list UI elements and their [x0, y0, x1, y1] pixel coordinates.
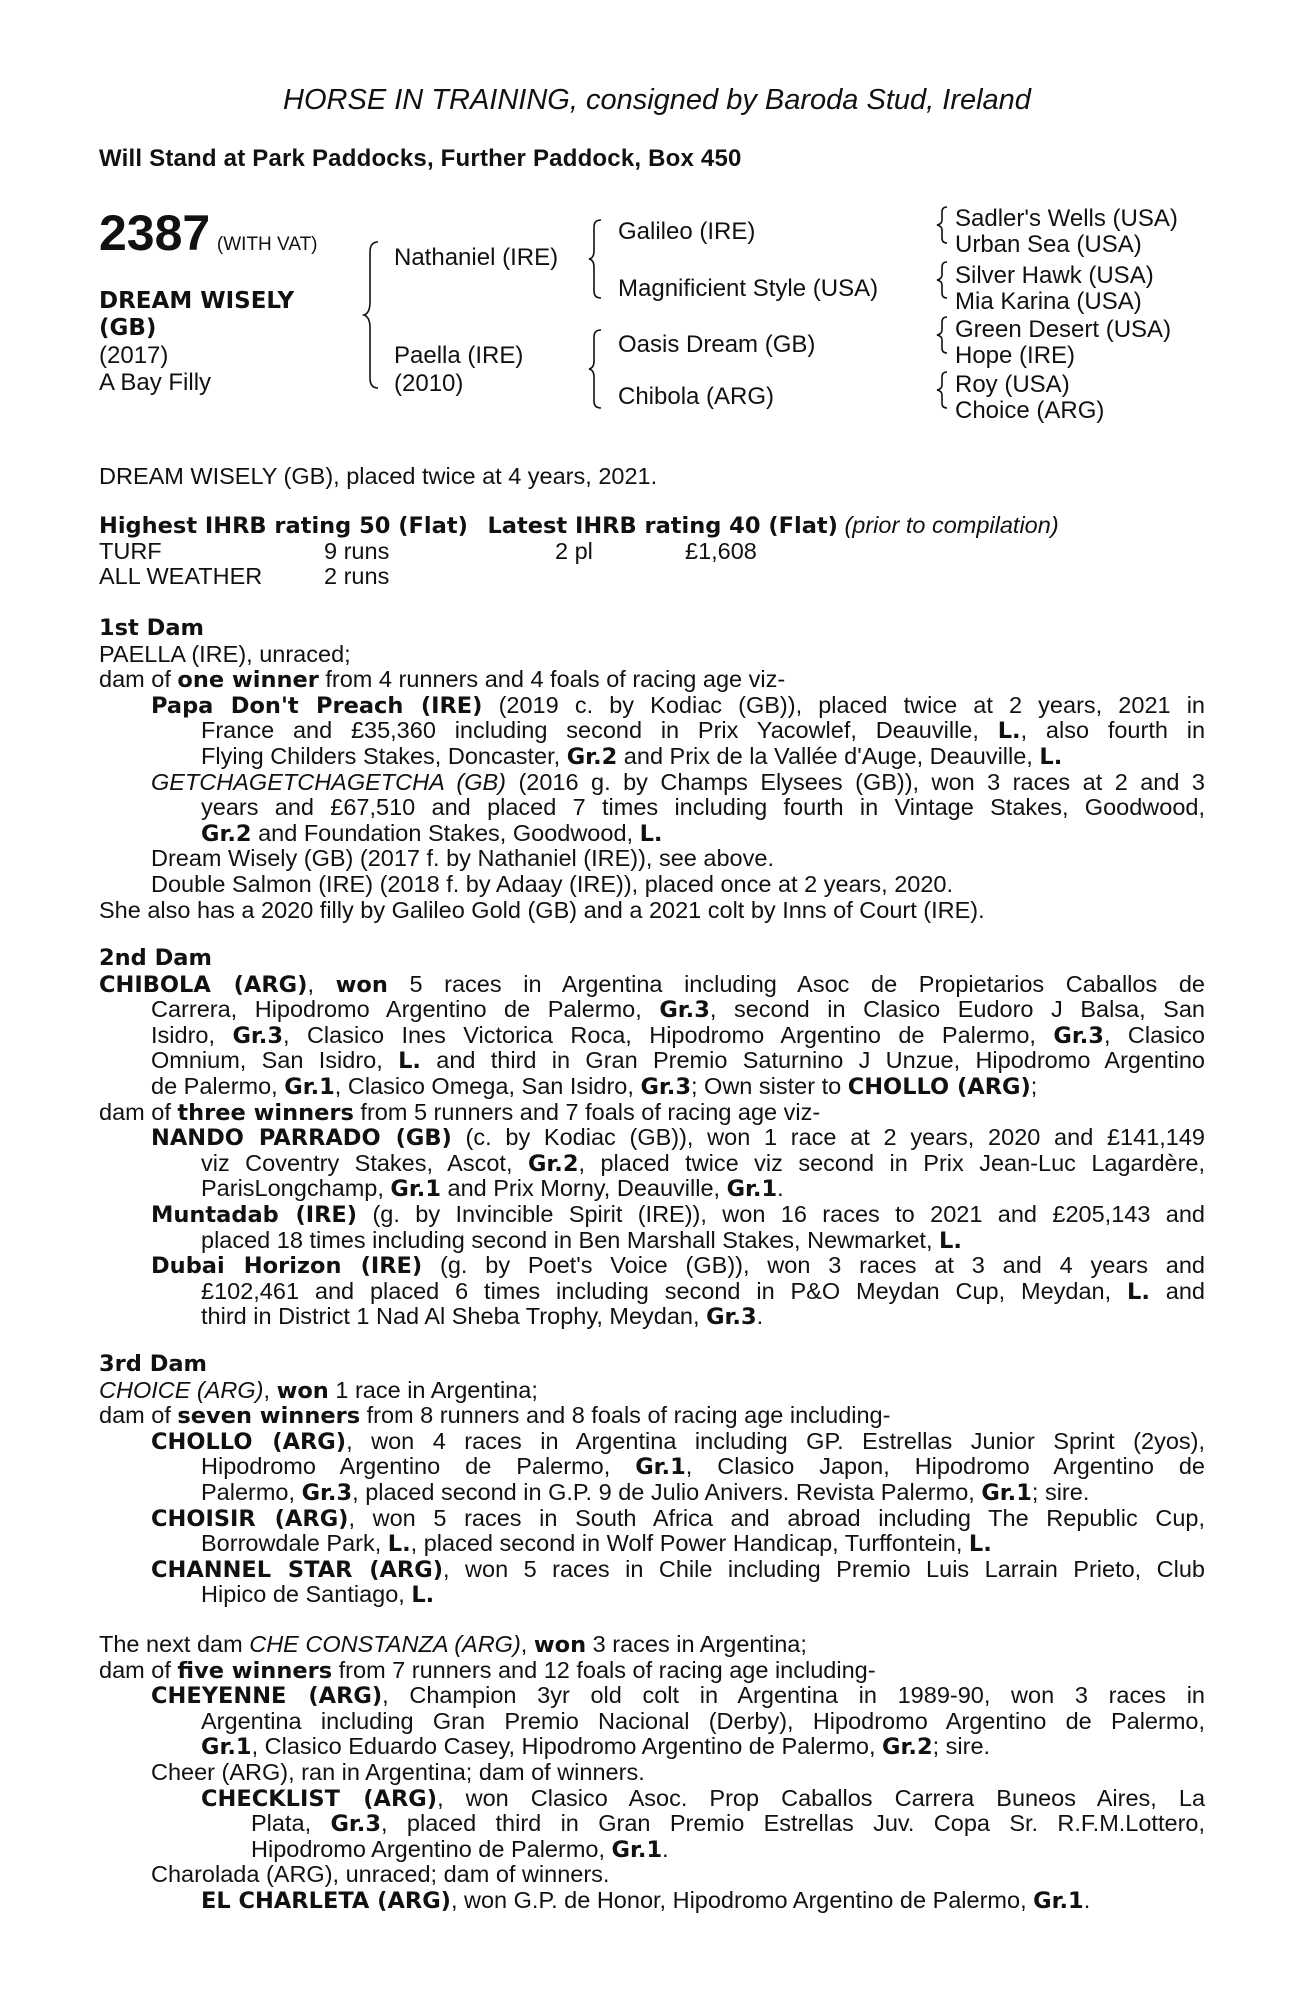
produce-charolada: Charolada (ARG), unraced; dam of winners. [151, 1861, 610, 1888]
horse-name: CHIBOLA (ARG) [99, 971, 308, 998]
horse-name: Muntadab (IRE) [151, 1201, 358, 1228]
horse-country: (GB) [99, 315, 157, 341]
first-dam-produce-line [99, 667, 1205, 693]
turf-record [99, 539, 1205, 565]
horse-description: A Bay Filly [99, 369, 212, 396]
ratings-line [99, 513, 1205, 539]
produce-line [99, 1582, 1205, 1608]
second-dam-line [99, 972, 1205, 998]
text: from 7 runners and 12 foals of racing age including- [332, 1656, 876, 1683]
text: , Clasico Ines Victorica Roca, Hipodromo Argentino de Palermo, [283, 1021, 1054, 1048]
produce-channel-star [99, 1557, 1205, 1583]
lot-number-row [99, 205, 318, 261]
second-dam-line [99, 1023, 1205, 1049]
produce-nando-parrado [99, 1125, 1205, 1151]
horse-name: CHOLLO (ARG) [847, 1073, 1031, 1100]
highest-rating: Highest IHRB rating 50 (Flat) [99, 513, 468, 539]
third-dam-section [99, 1352, 1205, 1608]
text: , [307, 970, 336, 997]
text: Borrowdale Park, [201, 1530, 388, 1557]
turf-prize: £1,608 [685, 537, 757, 564]
rating-note: (prior to compilation) [844, 512, 1059, 538]
grade: Gr.1 [201, 1734, 252, 1761]
text: 1 race in Argentina; [328, 1376, 538, 1403]
grade: Gr.2 [882, 1734, 933, 1761]
produce-line [99, 1176, 1205, 1202]
text: , Clasico [1103, 1021, 1205, 1048]
text: (c. by Kodiac (GB)), won 1 race at 2 years, 2020 and £141,149 [451, 1124, 1205, 1151]
produce-cheer: Cheer (ARG), ran in Argentina; dam of winners. [151, 1758, 645, 1785]
text: third in District 1 Nad Al Sheba Trophy, Meydan, [201, 1303, 707, 1330]
text: , [520, 1631, 534, 1657]
horse-name: CHECKLIST (ARG) [201, 1785, 438, 1812]
produce-dubai-horizon [99, 1253, 1205, 1279]
text: France and £35,360 including second in Prix Yacowlef, Deauville, [201, 717, 998, 744]
text: ParisLongchamp, [201, 1175, 391, 1202]
horse-name: CHE CONSTANZA (ARG) [249, 1631, 521, 1657]
third-dam-heading: 3rd Dam [99, 1351, 207, 1377]
pedigree-brace-2 [589, 218, 605, 300]
pedigree-g6: Hope (IRE) [955, 342, 1076, 369]
horse-name: NANDO PARRADO (GB) [151, 1125, 452, 1152]
winner-count: one winner [177, 667, 319, 694]
text: , second in Clasico Eudoro J Balsa, San [709, 996, 1205, 1023]
won-label: won [335, 971, 388, 998]
text: from 8 runners and 8 foals of racing age including- [360, 1402, 891, 1429]
text: (2016 g. by Champs Elysees (GB)), won 3 races at 2 and 3 [505, 768, 1205, 795]
produce-line [99, 1228, 1205, 1254]
text: , placed second in G.P. 9 de Julio Anivers. Revista Palermo, [352, 1478, 982, 1505]
winner-count: five winners [177, 1657, 333, 1684]
grade: L. [1127, 1278, 1150, 1305]
grade: Gr.3 [706, 1304, 757, 1331]
grade: L. [939, 1227, 962, 1254]
produce-line [99, 744, 1205, 770]
text: , won 5 races in Chile including Premio Luis Larrain Prieto, Club [443, 1555, 1206, 1582]
page-title: HORSE IN TRAINING, consigned by Baroda Stud, Ireland [283, 84, 1031, 116]
text: viz Coventry Stakes, Ascot, [201, 1149, 528, 1176]
grade: Gr.1 [981, 1479, 1032, 1506]
text: dam of [99, 1098, 178, 1125]
ratings-block [99, 513, 1205, 590]
won-label: won [533, 1632, 587, 1658]
turf-placed: 2 pl [555, 537, 593, 564]
grade: Gr.2 [527, 1150, 579, 1177]
produce-line [99, 795, 1205, 821]
text: Carrera, Hipodromo Argentino de Palermo, [151, 996, 660, 1023]
pedigree-brace-1 [364, 240, 384, 390]
text: and third in Gran Premio Saturnino J Unzue, Hipodromo Argentino [420, 1047, 1205, 1074]
produce-line [99, 1734, 1205, 1760]
text: Plata, [251, 1810, 331, 1837]
second-dam-line [99, 1074, 1205, 1100]
produce-line [99, 1811, 1205, 1837]
text: and Prix de la Vallée d'Auge, Deauville, [617, 742, 1040, 769]
pedigree-brace-4 [937, 205, 951, 245]
horse-name: Dubai Horizon (IRE) [151, 1253, 423, 1280]
text: , Champion 3yr old colt in Argentina in 1989-90, won 3 races in [382, 1682, 1205, 1709]
pedigree-g3: Silver Hawk (USA) [955, 262, 1154, 289]
text: dam of [99, 1656, 178, 1683]
grade: L. [639, 820, 663, 847]
text: Hipico de Santiago, [201, 1581, 412, 1608]
stand-location: Will Stand at Park Paddocks, Further Paddock, Box 450 [99, 145, 742, 172]
grade: L. [997, 718, 1021, 745]
next-dam-line [99, 1632, 1205, 1658]
lot-number: 2387 [99, 205, 211, 261]
horse-name: DREAM WISELY [99, 288, 295, 314]
pedigree-g7: Roy (USA) [955, 371, 1070, 398]
produce-double-salmon: Double Salmon (IRE) (2018 f. by Adaay (IRE)), placed once at 2 years, 2020. [151, 870, 954, 897]
turf-runs: 9 runs [324, 537, 390, 564]
grade: Gr.1 [611, 1836, 663, 1863]
text: from 5 runners and 7 foals of racing age viz- [353, 1098, 821, 1125]
aw-runs: 2 runs [324, 563, 390, 590]
produce-el-charleta [99, 1888, 1205, 1914]
first-dam-line: PAELLA (IRE), unraced; [99, 640, 351, 667]
third-dam-produce-line [99, 1403, 1205, 1429]
pedigree-g4: Mia Karina (USA) [955, 288, 1142, 315]
second-dam-produce-line [99, 1100, 1205, 1126]
winner-count: seven winners [177, 1403, 361, 1430]
produce-line [99, 1279, 1205, 1305]
text: and Prix Morny, Deauville, [440, 1175, 727, 1202]
horse-name: GETCHAGETCHAGETCHA (GB) [151, 768, 506, 795]
text: , won G.P. de Honor, Hipodromo Argentino de Palermo, [450, 1886, 1034, 1913]
text: and [1149, 1277, 1205, 1304]
second-dam-line [99, 1048, 1205, 1074]
produce-dream-wisely: Dream Wisely (GB) (2017 f. by Nathaniel (IRE)), see above. [151, 845, 774, 872]
text: , placed third in Gran Premio Estrellas Juv. Copa Sr. R.F.M.Lottero, [381, 1810, 1205, 1837]
grade: Gr.1 [284, 1073, 335, 1100]
text: , placed twice viz second in Prix Jean-Luc Lagardère, [578, 1149, 1206, 1176]
pedigree-sire-dam: Magnificient Style (USA) [618, 275, 879, 302]
produce-chollo [99, 1429, 1205, 1455]
text: ; sire. [932, 1733, 991, 1760]
produce-line [99, 821, 1205, 847]
grade: Gr.1 [1033, 1887, 1084, 1914]
first-dam-section [99, 616, 1205, 923]
grade: Gr.2 [566, 743, 618, 770]
produce-line [99, 1151, 1205, 1177]
produce-line [99, 718, 1205, 744]
text: (2019 c. by Kodiac (GB)), placed twice at 2 years, 2021 in [482, 691, 1205, 718]
winner-count: three winners [177, 1099, 354, 1126]
all-weather-record [99, 564, 1205, 590]
vat-note: (WITH VAT) [216, 234, 318, 255]
horse-name: CHANNEL STAR (ARG) [151, 1556, 444, 1583]
second-dam-heading: 2nd Dam [99, 945, 212, 971]
pedigree-brace-6 [937, 315, 951, 355]
pedigree-g5: Green Desert (USA) [955, 316, 1172, 343]
text: . [756, 1303, 764, 1330]
text: , also fourth in [1020, 717, 1206, 744]
produce-checklist [99, 1786, 1205, 1812]
produce-line [99, 1304, 1205, 1330]
next-dam-produce-line [99, 1658, 1205, 1684]
grade: L. [968, 1531, 992, 1558]
grade: L. [411, 1582, 435, 1609]
text: (g. by Poet's Voice (GB)), won 3 races at 3 and 4 years and [422, 1252, 1205, 1279]
text: , placed second in Wolf Power Handicap, Turffontein, [410, 1530, 969, 1557]
text: (g. by Invincible Spirit (IRE)), won 16 races to 2021 and £205,143 and [357, 1200, 1205, 1227]
text: ; Own sister to [691, 1072, 848, 1099]
pedigree-brace-5 [937, 260, 951, 300]
text: years and £67,510 and placed 7 times including fourth in Vintage Stakes, Goodwood, [201, 794, 1205, 821]
won-label: won [276, 1377, 329, 1404]
pedigree-brace-7 [937, 370, 951, 410]
produce-line [99, 1454, 1205, 1480]
horse-name: CHOISIR (ARG) [151, 1505, 349, 1532]
grade: Gr.3 [1053, 1022, 1104, 1049]
grade: Gr.1 [635, 1454, 686, 1481]
horse-name: Papa Don't Preach (IRE) [151, 692, 483, 719]
text: Hipodromo Argentino de Palermo, [201, 1453, 636, 1480]
grade: Gr.1 [726, 1176, 778, 1203]
text: ; sire. [1031, 1478, 1090, 1505]
text: 3 races in Argentina; [586, 1631, 807, 1657]
turf-label: TURF [99, 537, 162, 564]
pedigree-g1: Sadler's Wells (USA) [955, 205, 1178, 232]
latest-rating: Latest IHRB rating 40 (Flat) [487, 513, 838, 539]
horse-name: CHOLLO (ARG) [151, 1428, 347, 1455]
text: de Palermo, [151, 1072, 285, 1099]
pedigree-dam-dam: Chibola (ARG) [618, 383, 775, 410]
text: , Clasico Japon, Hipodromo Argentino de [685, 1453, 1205, 1480]
text: and Foundation Stakes, Goodwood, [251, 819, 640, 846]
horse-year: (2017) [99, 342, 169, 369]
text: Flying Childers Stakes, Doncaster, [201, 742, 567, 769]
grade: Gr.3 [330, 1811, 382, 1838]
first-dam-heading: 1st Dam [99, 615, 204, 641]
pedigree-g8: Choice (ARG) [955, 397, 1105, 424]
next-dam-section [99, 1632, 1205, 1914]
text: . [1083, 1886, 1091, 1913]
summary-line: DREAM WISELY (GB), placed twice at 4 years, 2021. [99, 463, 658, 489]
second-dam-line [99, 997, 1205, 1023]
pedigree-dam: Paella (IRE) [394, 342, 524, 369]
produce-getchagetchagetcha [99, 770, 1205, 796]
text: dam of [99, 666, 178, 693]
text: The next dam [99, 1631, 250, 1657]
pedigree-dam-sire: Oasis Dream (GB) [618, 331, 816, 358]
grade: L. [387, 1531, 411, 1558]
text: Palermo, [201, 1478, 302, 1505]
grade: Gr.3 [232, 1022, 283, 1049]
produce-line: Argentina including Gran Premio Nacional (Derby), Hipodromo Argentino de Palermo, [201, 1707, 1205, 1734]
produce-papa-dont-preach [99, 693, 1205, 719]
text: . [662, 1835, 669, 1862]
produce-line [99, 1531, 1205, 1557]
text: dam of [99, 1402, 178, 1429]
grade: Gr.3 [659, 997, 710, 1024]
grade: Gr.1 [390, 1176, 441, 1203]
text: , won 4 races in Argentina including GP. Estrellas Junior Sprint (2yos), [346, 1427, 1205, 1454]
text: , Clasico Eduardo Casey, Hipodromo Argentino de Palermo, [251, 1733, 883, 1760]
text: , [263, 1376, 277, 1403]
text: 5 races in Argentina including Asoc de Propietarios Caballos de [387, 970, 1205, 997]
produce-line [99, 1480, 1205, 1506]
grade: Gr.3 [301, 1479, 353, 1506]
text: . [777, 1175, 784, 1202]
text: , won 5 races in South Africa and abroad including The Republic Cup, [348, 1504, 1205, 1531]
text: from 4 runners and 4 foals of racing age viz- [318, 666, 786, 693]
pedigree-dam-year: (2010) [394, 370, 464, 397]
text: , won Clasico Asoc. Prop Caballos Carrera Buneos Aires, La [437, 1784, 1206, 1811]
grade: L. [1039, 743, 1063, 770]
grade: Gr.2 [201, 820, 252, 847]
horse-name: CHEYENNE (ARG) [151, 1683, 383, 1710]
produce-muntadab [99, 1202, 1205, 1228]
aw-label: ALL WEATHER [99, 563, 263, 590]
pedigree-brace-3 [589, 328, 605, 410]
text: Omnium, San Isidro, [151, 1047, 399, 1074]
pedigree-g2: Urban Sea (USA) [955, 231, 1142, 258]
text: £102,461 and placed 6 times including second in P&O Meydan Cup, Meydan, [201, 1277, 1128, 1304]
text: Hipodromo Argentino de Palermo, [251, 1835, 612, 1862]
horse-name: CHOICE (ARG) [99, 1376, 264, 1403]
horse-name: EL CHARLETA (ARG) [201, 1887, 451, 1914]
text: placed 18 times including second in Ben Marshall Stakes, Newmarket, [201, 1226, 940, 1253]
pedigree-sire: Nathaniel (IRE) [394, 244, 559, 271]
text: ; [1030, 1072, 1038, 1099]
grade: L. [398, 1048, 421, 1075]
text: , Clasico Omega, San Isidro, [334, 1072, 641, 1099]
first-dam-foals-note: She also has a 2020 filly by Galileo Gold (GB) and a 2021 colt by Inns of Court (IRE). [99, 896, 985, 923]
text: Isidro, [151, 1021, 233, 1048]
third-dam-line [99, 1378, 1205, 1404]
produce-cheyenne [99, 1683, 1205, 1709]
second-dam-section [99, 946, 1205, 1330]
produce-line [99, 1837, 1205, 1863]
summary-block [99, 464, 1205, 490]
grade: Gr.3 [640, 1073, 691, 1100]
produce-choisir [99, 1506, 1205, 1532]
pedigree-sire-sire: Galileo (IRE) [618, 218, 756, 245]
